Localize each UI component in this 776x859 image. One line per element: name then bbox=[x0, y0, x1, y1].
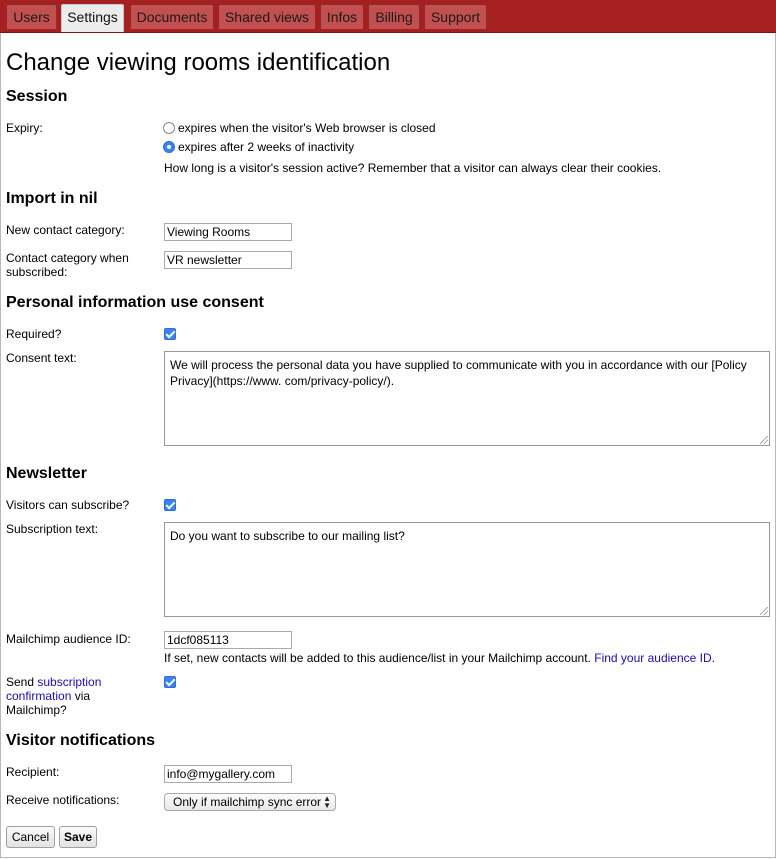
radio-browser-closed[interactable] bbox=[163, 122, 175, 134]
expiry-label: Expiry: bbox=[6, 121, 43, 135]
radio-two-weeks[interactable] bbox=[163, 141, 175, 153]
visitors-can-subscribe-checkbox[interactable] bbox=[164, 499, 176, 511]
mailchimp-help-text bbox=[164, 651, 715, 665]
consent-text-area[interactable] bbox=[164, 351, 770, 446]
consent-required-checkbox[interactable] bbox=[164, 328, 176, 340]
subscribed-contact-category-label: Contact category when subscribed: bbox=[6, 251, 129, 279]
receive-notifications-value: Only if mailchimp sync error bbox=[173, 795, 322, 809]
mailchimp-help-main: If set, new contacts will be added to this audience/list in your Mailchimp account. bbox=[164, 651, 591, 665]
new-contact-category-label: New contact category: bbox=[6, 223, 125, 237]
expiry-option-two-weeks-label: expires after 2 weeks of inactivity bbox=[178, 140, 355, 154]
receive-notifications-label: Receive notifications: bbox=[6, 793, 120, 807]
send-confirmation-label-pre: Send bbox=[6, 675, 35, 689]
subscription-text-area[interactable] bbox=[164, 522, 770, 617]
subscription-confirmation-link[interactable]: subscription confirmation bbox=[6, 675, 102, 703]
send-confirmation-checkbox[interactable] bbox=[164, 676, 176, 688]
tab-infos[interactable]: Infos bbox=[320, 4, 364, 29]
new-contact-category-input[interactable] bbox=[164, 223, 292, 241]
receive-notifications-select[interactable] bbox=[164, 793, 336, 811]
expiry-option-two-weeks[interactable] bbox=[163, 139, 354, 155]
visitors-can-subscribe-label: Visitors can subscribe? bbox=[6, 498, 130, 512]
session-help-text: How long is a visitor's session active? Remember that a visitor can always clear their cookies. bbox=[164, 161, 662, 175]
consent-text-label: Consent text: bbox=[6, 351, 77, 365]
section-heading-newsletter: Newsletter bbox=[6, 465, 87, 482]
resize-grip-icon[interactable] bbox=[760, 607, 768, 615]
tab-support[interactable]: Support bbox=[424, 4, 487, 29]
page-title: Change viewing rooms identification bbox=[6, 49, 391, 76]
tab-users[interactable]: Users bbox=[6, 4, 57, 29]
tab-documents[interactable]: Documents bbox=[130, 4, 214, 29]
section-heading-session: Session bbox=[6, 88, 68, 105]
section-heading-import: Import in nil bbox=[6, 190, 98, 207]
find-audience-id-link[interactable]: Find your audience ID bbox=[594, 651, 712, 665]
section-heading-consent: Personal information use consent bbox=[6, 294, 264, 311]
expiry-option-browser-closed-label: expires when the visitor's Web browser is closed bbox=[178, 121, 436, 135]
consent-required-label: Required? bbox=[6, 327, 62, 341]
recipient-label: Recipient: bbox=[6, 765, 60, 779]
resize-grip-icon[interactable] bbox=[760, 436, 768, 444]
send-confirmation-label bbox=[6, 675, 116, 717]
section-heading-notifications: Visitor notifications bbox=[6, 732, 156, 749]
cancel-button[interactable]: Cancel bbox=[6, 826, 55, 848]
consent-text-value: We will process the personal data you have supplied to communicate with you in accordance with our [Policy Privacy](https://www. com/privacy-policy/). bbox=[170, 358, 747, 388]
tab-bar bbox=[0, 0, 776, 33]
mailchimp-audience-input[interactable] bbox=[164, 631, 292, 649]
up-down-arrows-icon: ▲ ▼ bbox=[323, 794, 331, 810]
subscribed-contact-category-input[interactable] bbox=[164, 251, 292, 269]
recipient-input[interactable] bbox=[164, 765, 292, 783]
expiry-option-browser-closed[interactable] bbox=[163, 120, 436, 136]
tab-shared-views[interactable]: Shared views bbox=[218, 4, 316, 29]
send-confirmation-label-post: via Mailchimp? bbox=[6, 689, 91, 717]
subscription-text-value: Do you want to subscribe to our mailing list? bbox=[170, 529, 405, 543]
save-button[interactable]: Save bbox=[59, 826, 97, 848]
subscription-text-label: Subscription text: bbox=[6, 522, 99, 536]
tab-billing[interactable]: Billing bbox=[368, 4, 420, 29]
tab-settings[interactable]: Settings bbox=[61, 4, 124, 32]
mailchimp-help-end: . bbox=[711, 651, 715, 665]
mailchimp-audience-label: Mailchimp audience ID: bbox=[6, 632, 131, 646]
